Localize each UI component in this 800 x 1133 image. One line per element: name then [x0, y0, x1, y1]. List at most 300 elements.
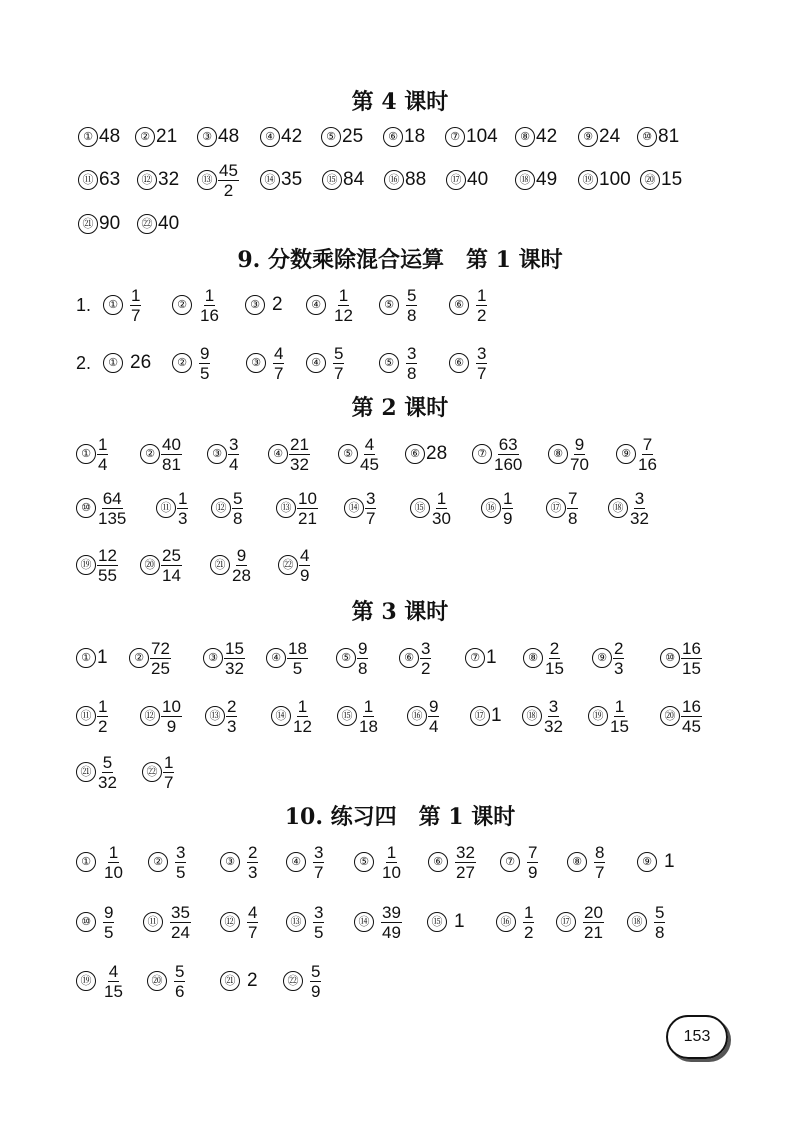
fraction: [613, 639, 624, 678]
fraction-numerator: 1: [297, 696, 308, 716]
answer-item: [76, 535, 118, 595]
fraction: [502, 489, 513, 528]
fraction-denominator: 9: [311, 981, 321, 1001]
answer-index: ⑭: [260, 170, 280, 190]
answer-item: [205, 686, 237, 746]
answer-item: [143, 892, 191, 952]
answer-value: 42: [536, 126, 558, 147]
answer-item: [608, 478, 650, 538]
fraction: [428, 697, 439, 736]
answer-value: 48: [218, 126, 240, 147]
fraction: [594, 843, 605, 882]
answer-item: [407, 686, 439, 746]
fraction-numerator: 7: [642, 434, 653, 454]
answer-item: [588, 686, 630, 746]
answer-item: [567, 832, 605, 892]
answer-index: ⑧: [523, 648, 543, 668]
answer-item: [210, 535, 252, 595]
answer-item: [472, 424, 523, 484]
fraction-numerator: 3: [407, 343, 417, 363]
answer-index: ⑬: [286, 912, 306, 932]
fraction-numerator: 12: [98, 545, 117, 565]
answer-row: [0, 742, 800, 802]
answer-index: ⑦: [445, 127, 465, 147]
answer-index: ⑨: [637, 852, 657, 872]
answer-index: ③: [203, 648, 223, 668]
fraction-denominator: 2: [223, 180, 234, 200]
fraction: [681, 697, 702, 736]
fraction-numerator: 1: [164, 752, 174, 772]
fraction-numerator: 5: [407, 285, 417, 305]
answer-item: [76, 628, 108, 688]
answer-item: [271, 686, 313, 746]
answer-item: [220, 951, 258, 1011]
answer-index: ②: [148, 852, 168, 872]
fraction-numerator: 16: [682, 638, 701, 658]
fraction: [163, 753, 174, 792]
fraction-denominator: 5: [176, 862, 186, 882]
fraction: [654, 903, 665, 942]
answer-value: 1: [454, 911, 465, 932]
fraction-denominator: 32: [225, 658, 244, 678]
fraction: [103, 843, 124, 882]
fraction: [523, 903, 534, 942]
fraction-numerator: 1: [386, 842, 397, 862]
fraction-denominator: 12: [293, 716, 312, 736]
answer-index: ⑬: [276, 498, 296, 518]
answer-index: ⑧: [548, 444, 568, 464]
answer-item: [523, 628, 565, 688]
fraction-numerator: 9: [200, 343, 210, 363]
answer-index: ②: [129, 648, 149, 668]
fraction: [177, 489, 188, 528]
fraction-denominator: 7: [366, 508, 376, 528]
fraction-numerator: 45: [219, 160, 238, 180]
answer-index: ⑰: [470, 706, 490, 726]
answer-index: ⑲: [76, 971, 96, 991]
answer-index: ⑦: [472, 444, 492, 464]
fraction-denominator: 4: [229, 454, 239, 474]
answer-item: [449, 333, 487, 393]
answer-item: [344, 478, 376, 538]
fraction: [431, 489, 452, 528]
fraction-numerator: 3: [229, 434, 239, 454]
fraction: [406, 286, 417, 325]
answer-index: ⑥: [428, 852, 448, 872]
fraction: [527, 843, 538, 882]
answer-index: ⑤: [338, 444, 358, 464]
answer-item: [481, 478, 513, 538]
fraction-denominator: 9: [300, 565, 310, 585]
fraction: [175, 843, 186, 882]
answer-item: [246, 333, 284, 393]
answer-index: ⑯: [481, 498, 501, 518]
answer-item: [76, 686, 108, 746]
answer-index: ㉒: [283, 971, 303, 991]
answer-index: ⑬: [197, 170, 217, 190]
fraction-denominator: 5: [104, 922, 114, 942]
answer-item: [76, 951, 124, 1011]
fraction-numerator: 1: [363, 696, 374, 716]
answer-index: ⑳: [640, 170, 660, 190]
answer-index: ⑥: [449, 295, 469, 315]
fraction-numerator: 1: [98, 696, 108, 716]
fraction-denominator: 16: [638, 454, 657, 474]
fraction-numerator: 1: [503, 488, 513, 508]
answer-index: ⑭: [354, 912, 374, 932]
answer-item: [500, 832, 538, 892]
answer-value: 84: [343, 169, 365, 190]
fraction: [543, 697, 564, 736]
answer-index: ⑧: [567, 852, 587, 872]
fraction: [381, 903, 402, 942]
fraction-numerator: 63: [498, 434, 518, 454]
answer-index: ⑳: [140, 555, 160, 575]
fraction-denominator: 2: [421, 658, 431, 678]
fraction-denominator: 4: [429, 716, 439, 736]
answer-index: ⑥: [405, 444, 425, 464]
fraction: [455, 843, 476, 882]
answer-value: 81: [658, 126, 680, 147]
answer-index: ①: [76, 648, 96, 668]
fraction-numerator: 2: [549, 638, 560, 658]
answer-item: [147, 951, 185, 1011]
fraction-numerator: 3: [548, 696, 559, 716]
fraction: [287, 639, 308, 678]
answer-item: [548, 424, 590, 484]
section-title: 第 4 课时: [351, 89, 449, 115]
answer-index: ②: [172, 295, 192, 315]
answer-value: 100: [599, 169, 631, 190]
fraction-denominator: 9: [503, 508, 513, 528]
fraction-denominator: 15: [682, 658, 701, 678]
answer-item: [354, 892, 402, 952]
answer-index: ㉑: [76, 762, 96, 782]
answer-item: [220, 832, 258, 892]
answer-row: [0, 275, 800, 335]
answer-row: [0, 628, 800, 688]
fraction: [199, 344, 210, 383]
fraction-numerator: 5: [175, 961, 185, 981]
fraction: [130, 286, 141, 325]
fraction: [292, 697, 313, 736]
section-title: 10. 练习四 第 1 课时: [284, 804, 516, 830]
answer-value: 49: [536, 169, 558, 190]
fraction-numerator: 2: [227, 696, 237, 716]
answer-index: ⑫: [211, 498, 231, 518]
answer-item: [379, 333, 417, 393]
fraction: [583, 903, 604, 942]
answer-index: ⑰: [546, 498, 566, 518]
fraction-numerator: 7: [568, 488, 578, 508]
fraction-numerator: 3: [314, 842, 324, 862]
fraction: [420, 639, 431, 678]
fraction: [161, 697, 182, 736]
fraction-numerator: 9: [104, 902, 114, 922]
answer-row: [0, 478, 800, 538]
answer-index: ⑥: [449, 353, 469, 373]
section-title: 9. 分数乘除混合运算 第 1 课时: [237, 247, 563, 273]
fraction: [381, 843, 402, 882]
fraction-denominator: 32: [544, 716, 563, 736]
answer-index: ⑦: [500, 852, 520, 872]
fraction: [224, 639, 245, 678]
fraction-denominator: 32: [98, 772, 117, 792]
fraction: [544, 639, 565, 678]
answer-item: [637, 832, 675, 892]
fraction-denominator: 7: [274, 363, 284, 383]
answer-index: ⑲: [578, 170, 598, 190]
fraction-numerator: 35: [171, 902, 190, 922]
fraction-denominator: 25: [151, 658, 170, 678]
answer-value: 28: [426, 443, 448, 464]
section-title: 第 3 课时: [351, 599, 449, 625]
answer-item: [283, 951, 321, 1011]
fraction: [333, 286, 354, 325]
fraction: [150, 639, 171, 678]
answer-item: [449, 275, 487, 335]
answer-index: ⑮: [322, 170, 342, 190]
fraction: [629, 489, 650, 528]
answer-value: 104: [466, 126, 498, 147]
answer-index: ⑤: [321, 127, 341, 147]
answer-index: ⑱: [515, 170, 535, 190]
fraction-denominator: 8: [655, 922, 665, 942]
fraction-denominator: 4: [98, 454, 108, 474]
fraction-numerator: 25: [162, 545, 181, 565]
answer-item: [470, 686, 502, 746]
fraction: [365, 489, 376, 528]
section-title: 第 2 课时: [351, 395, 449, 421]
answer-index: ⑲: [588, 706, 608, 726]
answer-item: [76, 832, 124, 892]
fraction-denominator: 2: [524, 922, 534, 942]
fraction-numerator: 1: [204, 285, 215, 305]
answer-index: ⑱: [608, 498, 628, 518]
answer-index: ⑯: [384, 170, 404, 190]
fraction-numerator: 3: [477, 343, 487, 363]
answer-value: 1: [664, 851, 675, 872]
answer-item: [76, 892, 114, 952]
answer-item: [172, 275, 220, 335]
answer-item: [354, 832, 402, 892]
answer-index: ⑩: [637, 127, 657, 147]
fraction-denominator: 24: [171, 922, 190, 942]
answer-item: [172, 333, 210, 393]
answer-item: [405, 424, 447, 484]
fraction: [358, 697, 379, 736]
fraction-numerator: 10: [298, 488, 317, 508]
fraction-denominator: 27: [456, 862, 475, 882]
answer-index: ⑩: [76, 912, 96, 932]
fraction-denominator: 160: [494, 454, 523, 474]
fraction-numerator: 1: [477, 285, 487, 305]
fraction-denominator: 21: [584, 922, 603, 942]
answer-value: 48: [99, 126, 121, 147]
fraction-numerator: 15: [225, 638, 244, 658]
fraction-numerator: 32: [456, 842, 475, 862]
answer-item: [428, 832, 476, 892]
fraction: [493, 435, 523, 474]
fraction-denominator: 70: [570, 454, 589, 474]
answer-item: [337, 686, 379, 746]
fraction-denominator: 8: [407, 305, 417, 325]
fraction-numerator: 1: [178, 488, 188, 508]
answer-item: [286, 892, 324, 952]
answer-index: ③: [220, 852, 240, 872]
fraction-numerator: 5: [334, 343, 344, 363]
answer-item: [103, 333, 151, 393]
problem-number: 2.: [76, 352, 92, 373]
answer-value: 90: [99, 213, 121, 234]
fraction: [681, 639, 702, 678]
answer-row: [0, 951, 800, 1011]
answer-item: [556, 892, 604, 952]
fraction-numerator: 9: [236, 545, 247, 565]
answer-item: [140, 535, 182, 595]
answer-item: [399, 628, 431, 688]
fraction-numerator: 20: [584, 902, 603, 922]
answer-index: ③: [207, 444, 227, 464]
answer-index: ㉒: [137, 214, 157, 234]
fraction-denominator: 7: [131, 305, 141, 325]
fraction-numerator: 2: [614, 638, 624, 658]
answer-index: ⑮: [427, 912, 447, 932]
answer-index: ⑫: [137, 170, 157, 190]
fraction-numerator: 7: [528, 842, 538, 862]
answer-index: ⑥: [399, 648, 419, 668]
answer-item: [140, 686, 182, 746]
fraction-denominator: 12: [334, 305, 353, 325]
fraction: [226, 697, 237, 736]
page-number-badge: [666, 1015, 728, 1059]
answer-index: ㉒: [278, 555, 298, 575]
fraction-denominator: 7: [248, 922, 258, 942]
answer-item: [76, 424, 108, 484]
answer-index: ③: [245, 295, 265, 315]
fraction-denominator: 135: [98, 508, 127, 528]
answer-item: [76, 275, 101, 335]
answer-item: [266, 628, 308, 688]
fraction-numerator: 16: [682, 696, 701, 716]
answer-item: [76, 333, 101, 393]
answer-value: 42: [281, 126, 303, 147]
fraction-denominator: 30: [432, 508, 451, 528]
fraction: [247, 843, 258, 882]
fraction-denominator: 6: [175, 981, 185, 1001]
fraction-numerator: 3: [176, 842, 186, 862]
fraction-numerator: 9: [429, 696, 439, 716]
page-number: 153: [683, 1028, 711, 1045]
fraction-denominator: 8: [407, 363, 417, 383]
fraction-numerator: 2: [248, 842, 258, 862]
answer-index: ①: [103, 295, 123, 315]
answer-index: ⑲: [76, 555, 96, 575]
fraction: [406, 344, 417, 383]
answer-index: ⑪: [156, 498, 176, 518]
fraction-numerator: 4: [274, 343, 284, 363]
fraction-denominator: 18: [359, 716, 378, 736]
answer-index: ⑭: [271, 706, 291, 726]
answer-item: [627, 892, 665, 952]
fraction-denominator: 32: [290, 454, 309, 474]
answer-item: [336, 628, 368, 688]
answer-index: ⑮: [410, 498, 430, 518]
fraction: [289, 435, 310, 474]
answer-index: ⑩: [660, 648, 680, 668]
answer-index: ㉒: [142, 762, 162, 782]
fraction: [476, 344, 487, 383]
answer-index: ⑰: [446, 170, 466, 190]
answer-index: ④: [260, 127, 280, 147]
fraction-numerator: 1: [98, 434, 108, 454]
answer-index: ⑮: [337, 706, 357, 726]
answer-index: ④: [268, 444, 288, 464]
fraction-denominator: 2: [477, 305, 487, 325]
fraction-denominator: 2: [98, 716, 108, 736]
fraction-denominator: 10: [104, 862, 123, 882]
fraction: [247, 903, 258, 942]
answer-value: 25: [342, 126, 364, 147]
fraction: [97, 697, 108, 736]
answer-value: 15: [661, 169, 683, 190]
answer-value: 1: [486, 647, 497, 668]
fraction-numerator: 1: [338, 285, 349, 305]
fraction-denominator: 55: [98, 565, 117, 585]
answer-index: ②: [172, 353, 192, 373]
fraction-denominator: 7: [334, 363, 344, 383]
answer-index: ⑱: [522, 706, 542, 726]
answer-item: [268, 424, 310, 484]
fraction-numerator: 4: [108, 961, 119, 981]
fraction-numerator: 3: [366, 488, 376, 508]
answer-item: [427, 892, 465, 952]
fraction-numerator: 1: [614, 696, 625, 716]
fraction-denominator: 7: [477, 363, 487, 383]
answer-index: ④: [306, 295, 326, 315]
answer-index: ⑯: [407, 706, 427, 726]
answer-index: ⑨: [578, 127, 598, 147]
answer-index: ④: [306, 353, 326, 373]
answer-index: ⑪: [76, 706, 96, 726]
answer-item: [103, 275, 141, 335]
answer-item: [220, 892, 258, 952]
fraction: [567, 489, 578, 528]
fraction: [103, 962, 124, 1001]
fraction-numerator: 40: [162, 434, 181, 454]
fraction-numerator: 9: [358, 638, 368, 658]
answer-row: [0, 686, 800, 746]
answer-item: [76, 478, 127, 538]
answer-value: 2: [272, 294, 283, 315]
answer-item: [245, 275, 283, 335]
fraction-denominator: 28: [232, 565, 251, 585]
answer-value: 18: [404, 126, 426, 147]
answer-value: 40: [158, 213, 180, 234]
answer-item: [546, 478, 578, 538]
answer-value: 26: [130, 352, 152, 373]
fraction-numerator: 4: [300, 545, 310, 565]
answer-index: ⑩: [76, 498, 96, 518]
fraction-numerator: 39: [382, 902, 401, 922]
fraction: [273, 344, 284, 383]
answer-index: ⑪: [143, 912, 163, 932]
answer-index: ⑯: [496, 912, 516, 932]
answer-index: ②: [135, 127, 155, 147]
answer-row: [0, 535, 800, 595]
fraction-denominator: 7: [595, 862, 605, 882]
fraction: [310, 962, 321, 1001]
